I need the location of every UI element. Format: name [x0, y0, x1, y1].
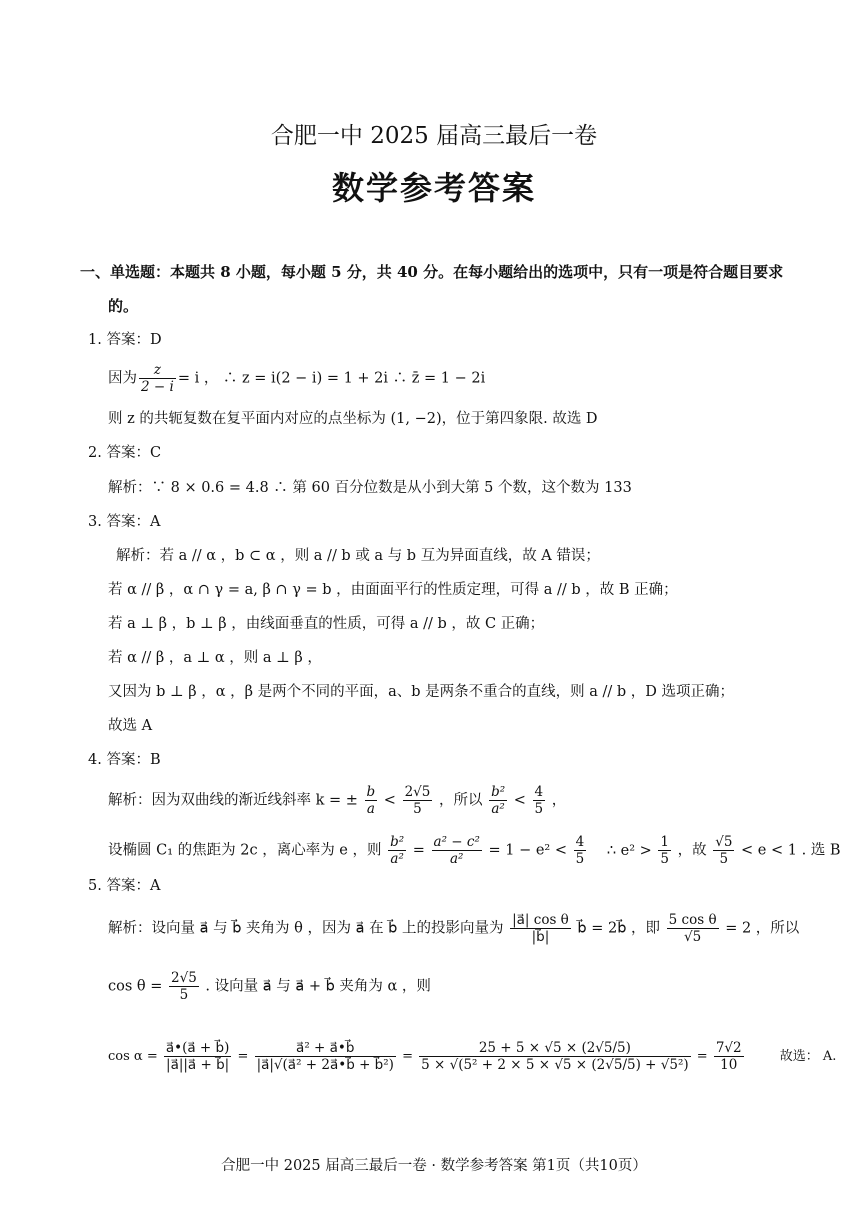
- q2-answer: 2. 答案：C: [88, 445, 162, 461]
- q1-line1: [108, 362, 485, 395]
- frac-den: 5: [719, 851, 729, 867]
- frac-num: b²: [491, 784, 506, 800]
- frac-den: 5: [179, 987, 189, 1003]
- q5-text: = 2 ，所以: [725, 920, 800, 937]
- q4-text: <: [513, 792, 526, 809]
- q3-answer: 3. 答案：A: [88, 514, 161, 530]
- frac-den: √5: [684, 929, 702, 945]
- q3-line2: 若 α // β ，α ∩ γ = a, β ∩ γ = b ，由面面平行的性质定理，可得 a // b ，故 B 正确；: [108, 582, 678, 598]
- page-footer: 合肥一中 2025 届高三最后一卷 · 数学参考答案 第1页（共10页）: [221, 1158, 647, 1174]
- q4-fraction: [403, 784, 433, 817]
- q3-line4: 若 α // β ，a ⊥ α ，则 a ⊥ β ，: [108, 650, 322, 666]
- document-subtitle: 数学参考答案: [331, 169, 536, 207]
- frac-num: 5 cos θ: [668, 912, 717, 928]
- frac-den: 5: [575, 851, 585, 867]
- q5-fraction: [164, 1040, 232, 1073]
- q4-text: ∴ e² >: [606, 842, 652, 859]
- q4-fraction: [388, 834, 406, 867]
- q1-fraction: [139, 362, 176, 395]
- q1-answer: 1. 答案：D: [88, 332, 162, 348]
- section-heading-cont: 的。: [108, 297, 139, 315]
- frac-den: a²: [390, 851, 404, 867]
- q5-text: =: [237, 1049, 249, 1064]
- q4-text: < e < 1 . 选 B: [741, 842, 841, 859]
- q5-line3: [108, 1040, 836, 1073]
- q5-fraction: [510, 912, 571, 945]
- q5-answer: 5. 答案：A: [88, 878, 161, 894]
- frac-den: |b⃗|: [531, 929, 550, 945]
- frac-num: b²: [390, 834, 405, 850]
- q4-text: ，故: [677, 842, 707, 859]
- q1-line2: 则 z 的共轭复数在复平面内对应的点坐标为 (1, −2)，位于第四象限. 故选 D: [108, 411, 598, 427]
- q3-line1: 解析：若 a // α ，b ⊂ α ，则 a // b 或 a 与 b 互为异面直线，故 A 错误；: [116, 548, 600, 564]
- q1-text: = i ， ∴ z = i(2 − i) = 1 + 2i ∴ z̄ = 1 − 2i: [177, 370, 486, 387]
- q4-fraction: [713, 834, 734, 867]
- frac-num: b: [366, 784, 376, 800]
- q5-line2: [108, 970, 431, 1003]
- frac-num: 4: [575, 834, 585, 850]
- q4-fraction: [489, 784, 507, 817]
- q5-text: =: [696, 1049, 708, 1064]
- q5-line1: [108, 912, 799, 945]
- q5-fraction: [667, 912, 719, 945]
- q5-text: =: [402, 1049, 413, 1064]
- frac-den: |a⃗||a⃗ + b⃗|: [166, 1057, 230, 1073]
- frac-num: 1: [660, 834, 670, 850]
- q5-text: b⃗ = 2b⃗ ，即: [577, 920, 661, 937]
- frac-num: √5: [715, 834, 733, 850]
- q5-text: . 设向量 a⃗ 与 a⃗ + b⃗ 夹角为 α ，则: [205, 978, 431, 995]
- q4-fraction: [574, 834, 587, 867]
- frac-num: z: [139, 362, 176, 379]
- q5-text: cos θ =: [108, 978, 163, 995]
- q5-fraction: [255, 1040, 396, 1073]
- frac-den: 5: [534, 801, 544, 817]
- document-title: 合肥一中 2025 届高三最后一卷: [270, 123, 598, 149]
- frac-den: 5: [660, 851, 670, 867]
- frac-den: |a⃗|√(a⃗² + 2a⃗•b⃗ + b⃗²): [256, 1057, 394, 1073]
- q4-fraction: [432, 834, 482, 867]
- frac-num: 2√5: [404, 784, 431, 800]
- q3-line5: 又因为 b ⊥ β ，α ，β 是两个不同的平面，a、b 是两条不重合的直线，则 a // b ，D 选项正确；: [108, 684, 735, 700]
- q3-line3: 若 a ⊥ β ，b ⊥ β ，由线面垂直的性质，可得 a // b ，故 C 正确；: [108, 616, 545, 632]
- q3-line6: 故选 A: [108, 718, 153, 734]
- frac-num: |a⃗| cos θ: [512, 912, 569, 928]
- q4-line2: [108, 834, 841, 867]
- q4-fraction: [533, 784, 546, 817]
- q4-text: ，所以: [438, 792, 483, 809]
- q5-text: cos α =: [108, 1049, 158, 1064]
- frac-num: 4: [534, 784, 544, 800]
- q1-text: 因为: [108, 370, 137, 387]
- q5-fraction: [419, 1040, 691, 1073]
- frac-den: 2 − i: [141, 379, 174, 395]
- q4-text: <: [383, 792, 396, 809]
- q4-text: 设椭圆 C₁ 的焦距为 2c ，离心率为 e ，则: [108, 842, 382, 859]
- frac-num: a⃗² + a⃗•b⃗: [255, 1040, 396, 1057]
- frac-num: 25 + 5 × √5 × (2√5/5): [419, 1040, 691, 1057]
- frac-den: a²: [449, 851, 464, 867]
- q4-text: ，: [551, 792, 567, 809]
- frac-num: 7√2: [715, 1040, 742, 1056]
- frac-num: a² − c²: [433, 834, 480, 850]
- q5-fraction: [169, 970, 199, 1003]
- frac-den: 5 × √(5² + 2 × 5 × √5 × (2√5/5) + √5²): [421, 1057, 689, 1073]
- q4-text: =: [412, 842, 425, 859]
- q4-text: 解析：因为双曲线的渐近线斜率 k = ±: [108, 792, 358, 809]
- q5-fraction: [714, 1040, 744, 1073]
- frac-den: a²: [491, 801, 505, 817]
- frac-den: a: [366, 801, 375, 817]
- q4-answer: 4. 答案：B: [88, 752, 161, 768]
- q5-text: 解析：设向量 a⃗ 与 b⃗ 夹角为 θ ，因为 a⃗ 在 b⃗ 上的投影向量为: [108, 920, 504, 937]
- frac-num: a⃗•(a⃗ + b⃗): [165, 1040, 230, 1056]
- frac-den: 10: [720, 1057, 738, 1073]
- section-heading: 一、单选题：本题共 8 小题，每小题 5 分，共 40 分。在每小题给出的选项中，只有一项是符合题目要求: [80, 263, 784, 281]
- q5-text: 故选： A.: [779, 1049, 837, 1064]
- q4-line1: [108, 784, 566, 817]
- q4-text: = 1 − e² <: [488, 842, 567, 859]
- q2-line1: 解析：∵ 8 × 0.6 = 4.8 ∴ 第 60 百分位数是从小到大第 5 个数，这个数为 133: [108, 480, 632, 496]
- q4-fraction: [658, 834, 671, 867]
- frac-num: 2√5: [171, 970, 197, 986]
- frac-den: 5: [413, 801, 422, 817]
- q4-fraction: [365, 784, 378, 817]
